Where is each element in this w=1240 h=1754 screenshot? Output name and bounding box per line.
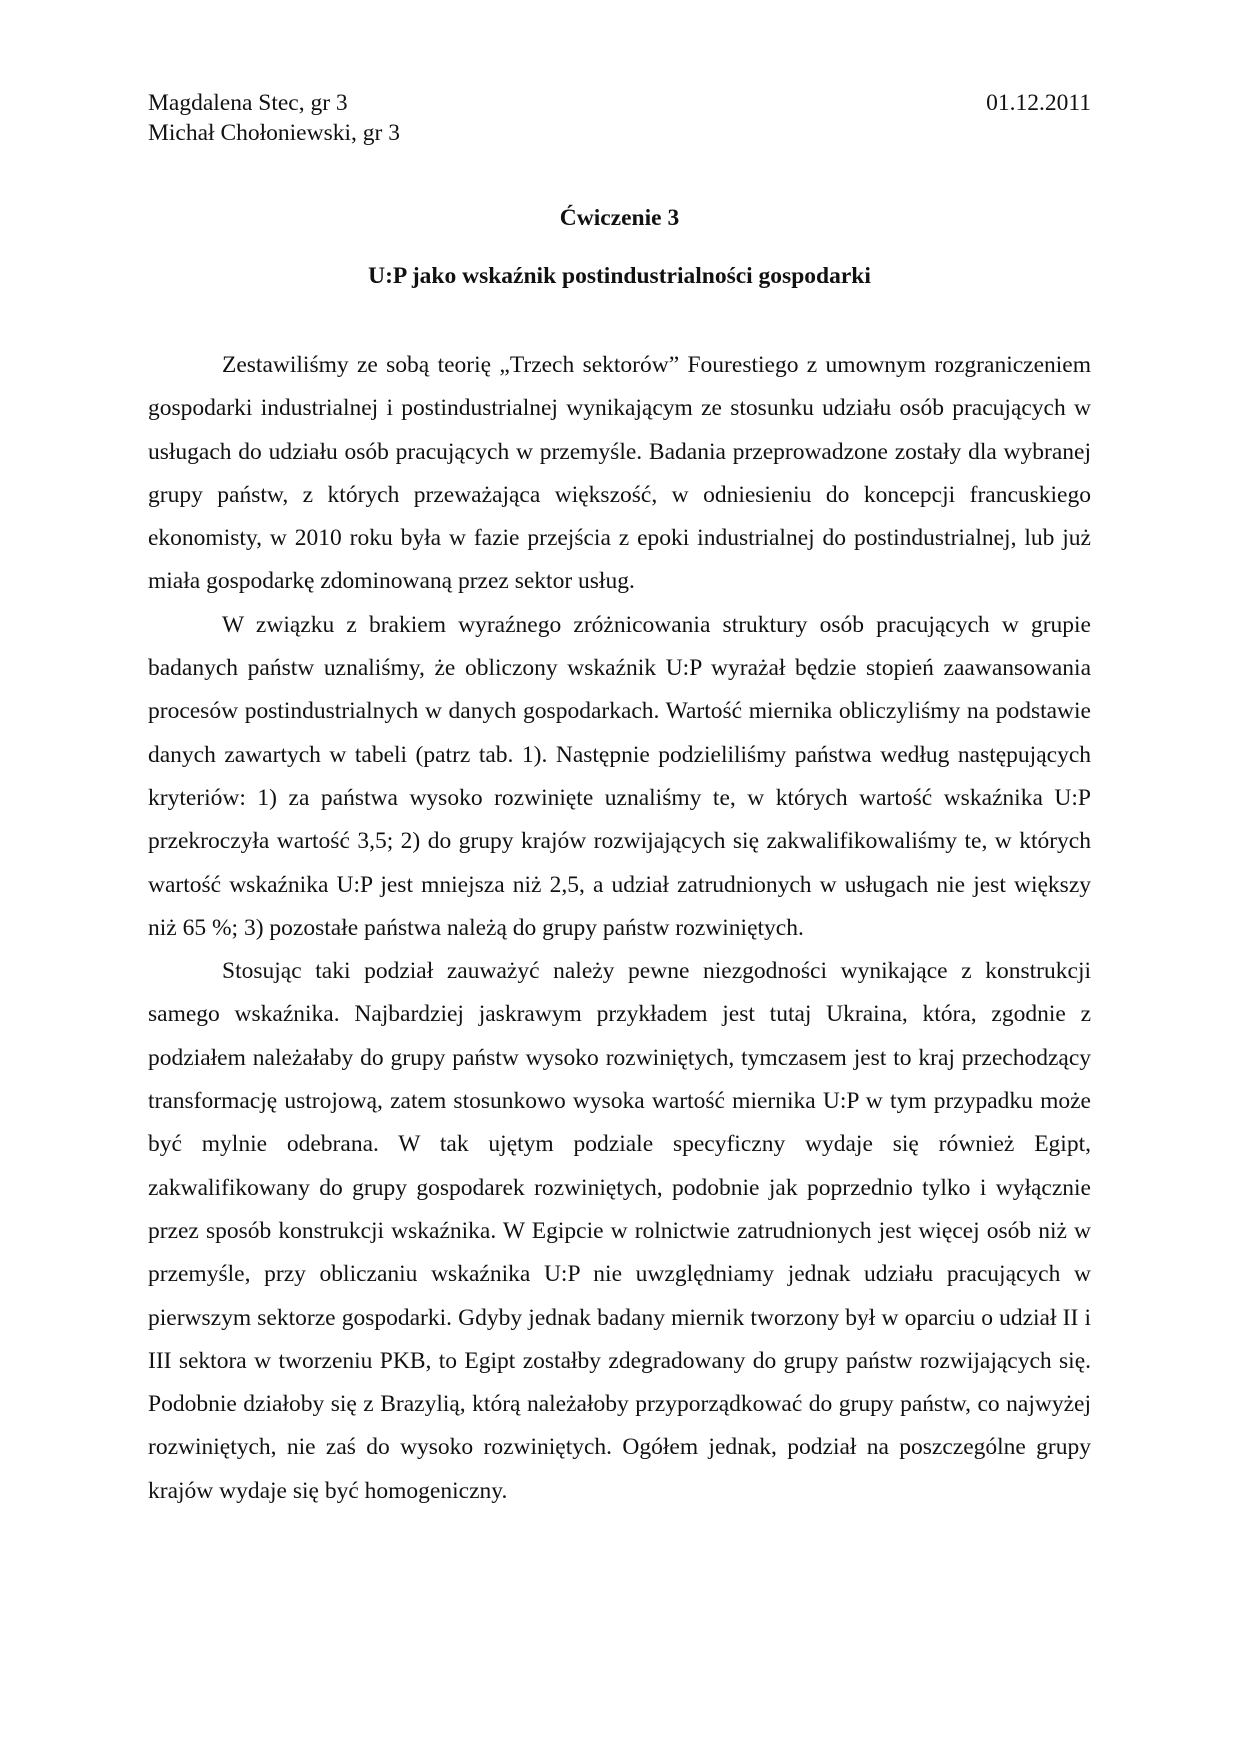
author-line: Magdalena Stec, gr 3 <box>148 90 348 116</box>
exercise-title: Ćwiczenie 3 <box>559 205 680 231</box>
author-line: Michał Chołoniewski, gr 3 <box>148 120 400 146</box>
document-title: U:P jako wskaźnik postindustrialności gospodarki <box>368 263 871 289</box>
body-paragraph: Stosując taki podział zauważyć należy pewne niezgodności wynikające z konstrukcji samego wskaźnika. Najbardziej jaskrawym przykładem jest tutaj Ukraina, która, zgodnie z podziałem należałaby do grupy państw wysoko rozwiniętych, tymczasem jest to kraj przechodzący transformację ustrojową, zatem stosunkowo wysoka wartość miernika U:P w tym przypadku może być mylnie odebrana. W tak ujętym podziale specyficzny wydaje się również Egipt, zakwalifikowany do grupy gospodarek rozwiniętych, podobnie jak poprzednio tylko i wyłącznie przez sposób konstrukcji wskaźnika. W Egipcie w rolnictwie zatrudnionych jest więcej osób niż w przemyśle, przy obliczaniu wskaźnika U:P nie uwzględniamy jednak udziału pracujących w pierwszym sektorze gospodarki. Gdyby jednak badany miernik tworzony był w oparciu o udział II i III sektora w tworzeniu PKB, to Egipt zostałby zdegradowany do grupy państw rozwijających się. Podobnie działoby się z Brazylią, którą należałoby przyporządkować do grupy państw, co najwyżej rozwiniętych, nie zaś do wysoko rozwiniętych. Ogółem jednak, podział na poszczególne grupy krajów wydaje się być homogeniczny. <box>148 958 1091 1504</box>
document-header <box>148 88 1091 148</box>
document-body <box>148 344 1091 1513</box>
body-paragraph: W związku z brakiem wyraźnego zróżnicowania struktury osób pracujących w grupie badanych państw uznaliśmy, że obliczony wskaźnik U:P wyrażał będzie stopień zaawansowania procesów postindustrialnych w danych gospodarkach. Wartość miernika obliczyliśmy na podstawie danych zawartych w tabeli (patrz tab. 1). Następnie podzieliliśmy państwa według następujących kryteriów: 1) za państwa wysoko rozwinięte uznaliśmy te, w których wartość wskaźnika U:P przekroczyła wartość 3,5; 2) do grupy krajów rozwijających się zakwalifikowaliśmy te, w których wartość wskaźnika U:P jest mniejsza niż 2,5, a udział zatrudnionych w usługach nie jest większy niż 65 %; 3) pozostałe państwa należą do grupy państw rozwiniętych. <box>148 611 1091 941</box>
document-date: 01.12.2011 <box>986 90 1091 116</box>
body-paragraph: Zestawiliśmy ze sobą teorię „Trzech sektorów” Fourestiego z umownym rozgraniczeniem gospodarki industrialnej i postindustrialnej wynikającym ze stosunku udziału osób pracujących w usługach do udziału osób pracujących w przemyśle. Badania przeprowadzone zostały dla wybranej grupy państw, z których przeważająca większość, w odniesieniu do koncepcji francuskiego ekonomisty, w 2010 roku była w fazie przejścia z epoki industrialnej do postindustrialnej, lub już miała gospodarkę zdominowaną przez sektor usług. <box>148 352 1091 595</box>
